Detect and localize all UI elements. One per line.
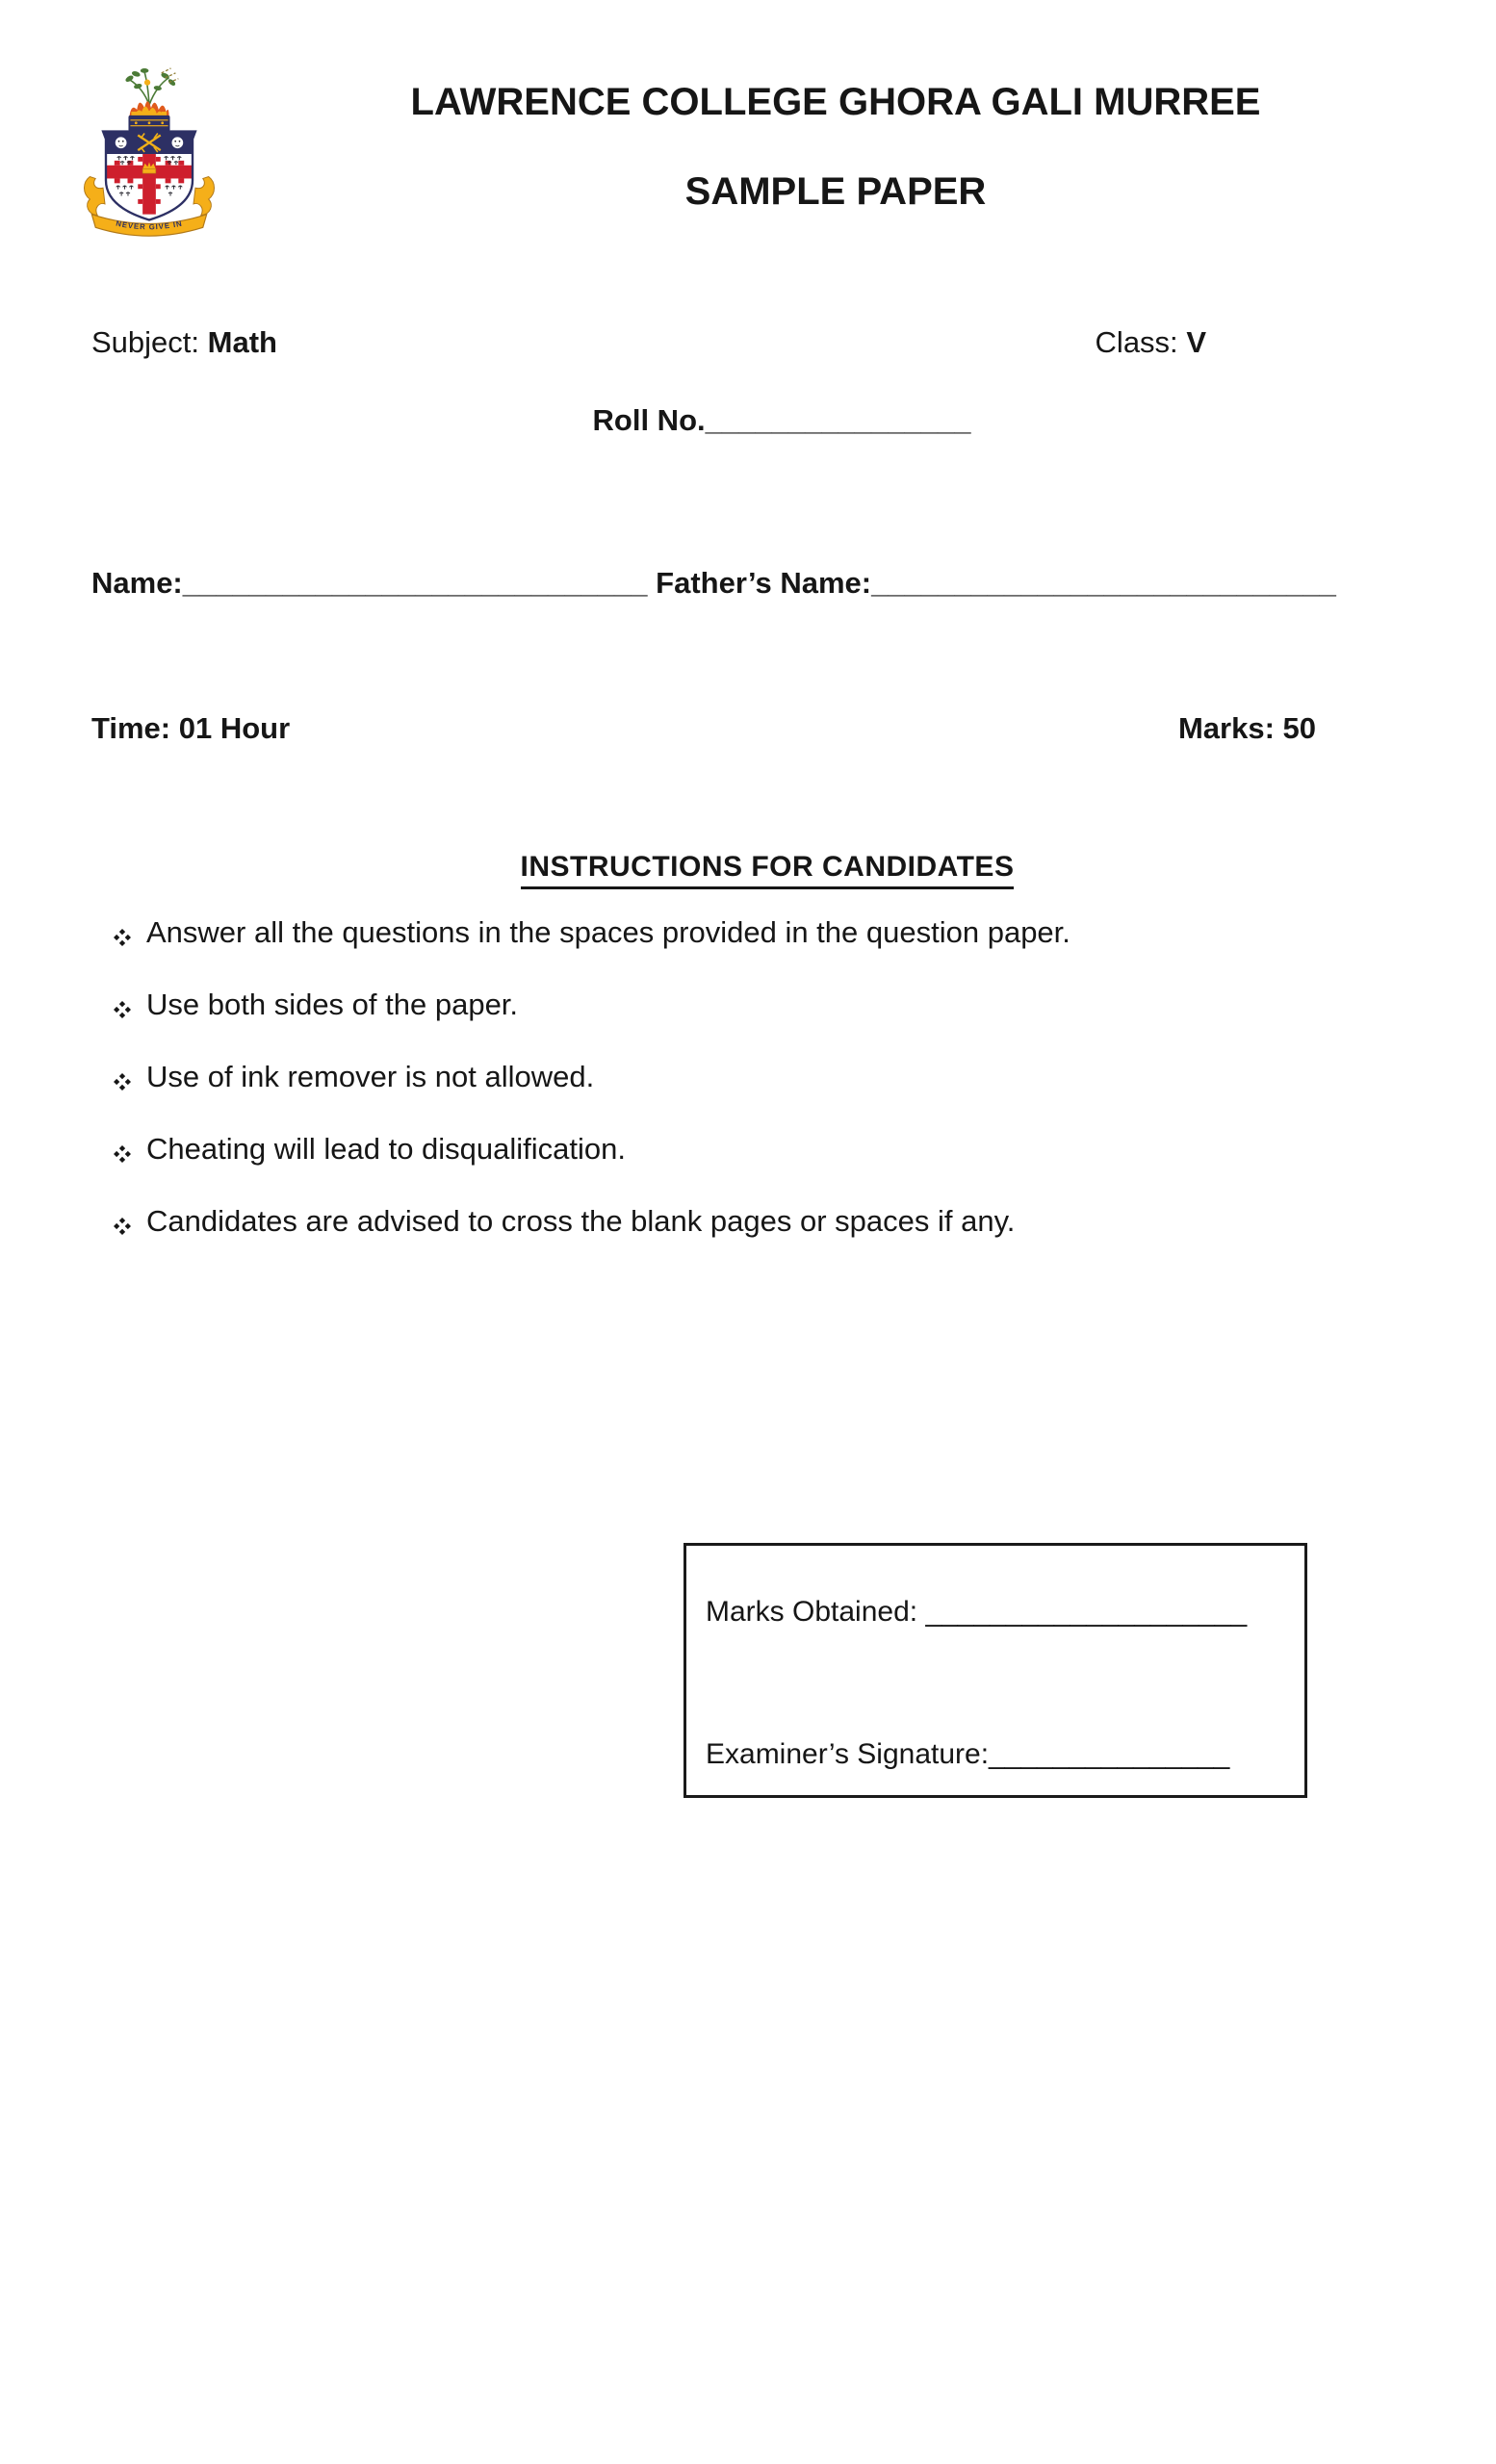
instruction-item <box>114 917 1438 951</box>
name-label: Name: <box>91 566 183 600</box>
diamond-bullet-icon <box>114 1138 131 1168</box>
instruction-text: Cheating will lead to disqualification. <box>146 1132 627 1166</box>
name-row <box>91 565 1406 601</box>
marks-obtained-blank-line: ____________________ <box>925 1596 1248 1628</box>
time-marks-row <box>91 710 1406 746</box>
crest-crown <box>128 111 169 132</box>
marks-field: Marks: 50 <box>1177 711 1316 745</box>
examiner-signature-blank-line: _______________ <box>989 1738 1230 1770</box>
instruction-text: Use of ink remover is not allowed. <box>146 1060 595 1093</box>
instructions-list <box>114 917 1438 1278</box>
crest-foliage <box>124 68 178 105</box>
instruction-text: Use both sides of the paper. <box>146 988 519 1021</box>
subject-field <box>91 325 277 359</box>
instruction-item <box>114 1206 1438 1240</box>
diamond-bullet-icon <box>114 921 131 951</box>
instructions-heading: INSTRUCTIONS FOR CANDIDATES <box>521 851 1015 889</box>
father-name-label: Father’s Name: <box>656 566 872 600</box>
instruction-text: Candidates are advised to cross the blank pages or spaces if any. <box>146 1204 1016 1238</box>
examiner-signature-label: Examiner’s Signature: <box>706 1738 990 1770</box>
instruction-text: Answer all the questions in the spaces provided in the question paper. <box>146 915 1070 949</box>
roll-no-label: Roll No. <box>592 403 706 437</box>
roll-no-field <box>67 403 1496 438</box>
page-subtitle: SAMPLE PAPER <box>684 170 987 213</box>
class-value: V <box>1186 325 1206 359</box>
instruction-item <box>114 1134 1438 1168</box>
crest-motto-text: NEVER GIVE IN <box>115 218 184 232</box>
subject-label: Subject: <box>91 325 200 359</box>
class-label: Class: <box>1095 325 1178 359</box>
father-name-blank-line: ____________________________ <box>871 566 1336 600</box>
diamond-bullet-icon <box>114 1065 131 1095</box>
class-field <box>1096 324 1206 360</box>
marks-obtained-label: Marks Obtained: <box>706 1596 918 1628</box>
marks-obtained-field <box>706 1596 1247 1629</box>
diamond-bullet-icon <box>114 993 131 1023</box>
name-blank-line: ____________________________ <box>182 566 648 600</box>
subject-class-row <box>91 324 1406 360</box>
marks-box <box>684 1543 1307 1798</box>
instruction-item <box>114 1062 1438 1095</box>
examiner-signature-field <box>706 1738 1229 1771</box>
time-field: Time: 01 Hour <box>91 711 291 745</box>
diamond-bullet-icon <box>114 1210 131 1240</box>
roll-no-blank-line: ________________ <box>705 403 971 437</box>
page-title: LAWRENCE COLLEGE GHORA GALI MURREE <box>410 81 1261 123</box>
instruction-item <box>114 989 1438 1023</box>
subject-value: Math <box>207 325 277 359</box>
